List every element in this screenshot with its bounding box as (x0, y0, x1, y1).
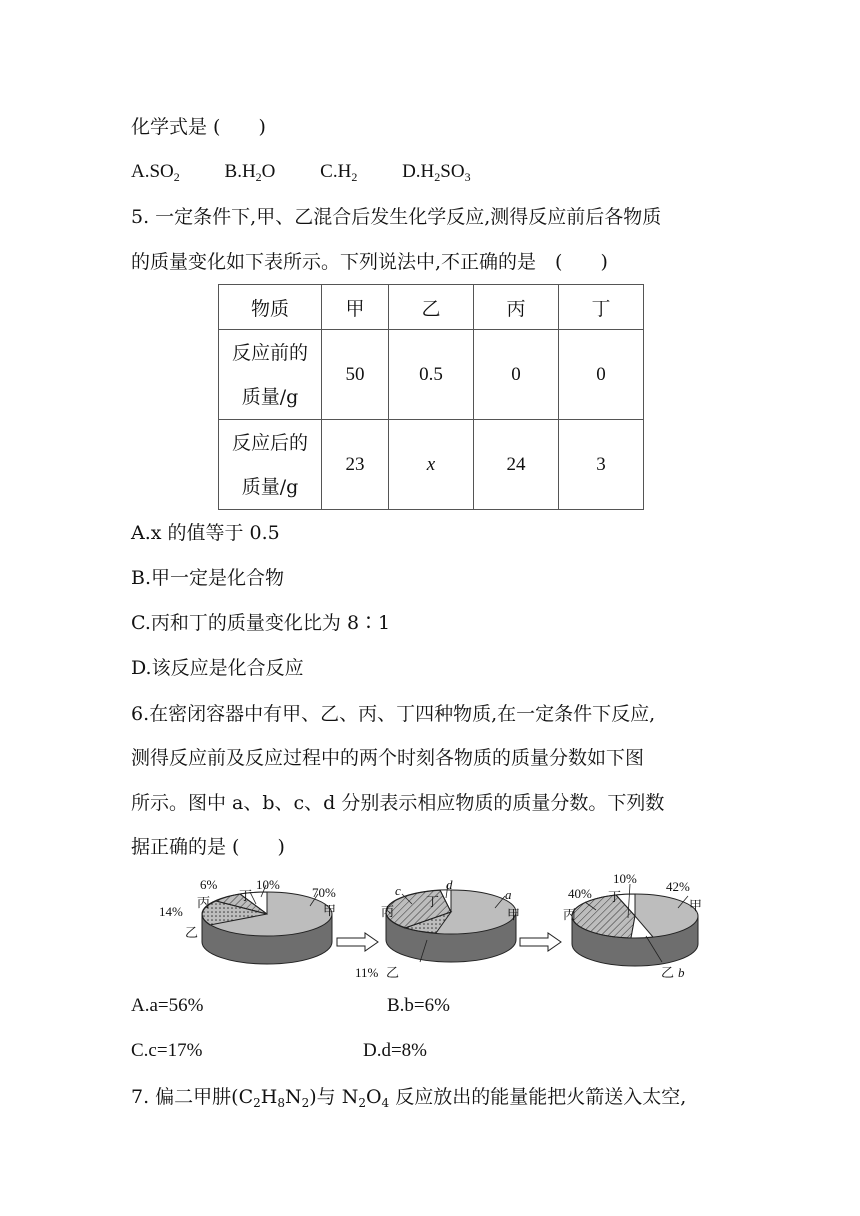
q4-option-d: $D.H_2SO_3$ (402, 161, 471, 184)
table-cell: 0 (559, 330, 644, 420)
table-cell: 0 (474, 330, 559, 420)
row-label-line2: 质量/g (241, 385, 299, 408)
q4-option-a: $A.SO_2$ (131, 161, 180, 184)
q5-stem-line2: 的质量变化如下表所示。下列说法中,不正确的是 ( ) (131, 251, 608, 273)
pie3-label-ding: 丁 (608, 889, 622, 904)
q7-text: N (284, 1086, 302, 1108)
pie-chart-initial (159, 877, 336, 964)
table-row-label (219, 420, 322, 510)
q7-sub: 8 (277, 1096, 285, 1110)
pie3-pct-jia: 42% (666, 879, 690, 894)
pie-chart-intermediate (355, 877, 520, 980)
q7-text: )与 N (309, 1086, 359, 1108)
pie3-pct-ding: 10% (613, 871, 637, 886)
q5-option-a: A.x 的值等于 0.5 (131, 522, 280, 544)
q7-text: H (260, 1086, 278, 1108)
table-header-cell: 丙 (474, 285, 559, 330)
q6-stem-line2: 测得反应前及反应过程中的两个时刻各物质的质量分数如下图 (131, 747, 645, 769)
q6-pie-diagram (150, 870, 710, 990)
pie2-pct-yi: 11% (355, 965, 379, 980)
pie2-label-ding: 丁 (426, 894, 440, 909)
table-header-row (219, 285, 644, 330)
q7-text: 反应放出的能量能把火箭送入太空, (389, 1086, 687, 1108)
pie2-label-d: d (446, 877, 453, 892)
pie2-label-a: a (505, 887, 512, 902)
pie1-pct-bing: 6% (200, 877, 218, 892)
q7-sub: 2 (358, 1096, 366, 1110)
q6-stem-line4: 据正确的是 ( ) (131, 836, 285, 858)
table-row-label (219, 330, 322, 420)
pie1-label-yi: 乙 (185, 925, 199, 940)
row-label-line2: 质量/g (241, 475, 299, 498)
table-cell: x (389, 420, 474, 510)
table-cell: 3 (559, 420, 644, 510)
pie2-label-jia: 甲 (507, 907, 521, 922)
row-label-line1: 反应后的 (231, 431, 308, 454)
pie2-label-c: c (395, 883, 401, 898)
pie1-label-bing: 丙 (197, 895, 211, 910)
arrow-icon (520, 933, 561, 951)
q7-text: O (365, 1086, 382, 1108)
q4-option-c: $C.H_2$ (320, 161, 358, 184)
pie3-label-jia: 甲 (689, 898, 703, 913)
arrow-icon (337, 933, 378, 951)
q4-option-b: $B.H_2O$ (224, 161, 276, 184)
table-row (219, 330, 644, 420)
q7-sub: 4 (381, 1096, 390, 1110)
q6-option-b: B.b=6% (387, 995, 450, 1016)
table-cell: 50 (322, 330, 389, 420)
pie-chart-final (563, 871, 702, 980)
pie1-label-ding: 丁 (239, 888, 253, 903)
q7-stem-line1 (131, 1083, 686, 1111)
q6-option-a: A.a=56% (131, 995, 204, 1016)
table-cell: 24 (474, 420, 559, 510)
pie1-pct-ding: 10% (256, 877, 280, 892)
table-cell: 23 (322, 420, 389, 510)
q6-option-c: C.c=17% (131, 1040, 203, 1061)
q6-stem-line3: 所示。图中 a、b、c、d 分别表示相应物质的质量分数。下列数 (131, 792, 665, 814)
pie1-pct-jia: 70% (312, 885, 336, 900)
row-label-line1: 反应前的 (231, 341, 308, 364)
q6-option-d: D.d=8% (363, 1040, 428, 1061)
table-row (219, 420, 644, 510)
pie2-label-bing: 丙 (381, 904, 395, 919)
q5-option-d: D.该反应是化合反应 (131, 657, 304, 679)
q4-stem-tail: 化学式是 ( ) (131, 116, 266, 138)
pie3-label-bing: 丙 (563, 907, 577, 922)
table-header-cell: 物质 (219, 285, 322, 330)
q6-stem-line1: 6.在密闭容器中有甲、乙、丙、丁四种物质,在一定条件下反应, (131, 703, 656, 725)
q7-text: 7. 偏二甲肼(C (131, 1086, 254, 1108)
table-header-cell: 甲 (322, 285, 389, 330)
q5-mass-table (218, 284, 644, 510)
pie3-pct-bing: 40% (568, 886, 592, 901)
q4-options (131, 158, 471, 186)
table-header-cell: 乙 (389, 285, 474, 330)
table-header-cell: 丁 (559, 285, 644, 330)
q5-option-c: C.丙和丁的质量变化比为 8∶1 (131, 612, 391, 634)
pie3-label-yi: 乙 (661, 965, 675, 980)
table-cell: 0.5 (389, 330, 474, 420)
pie1-pct-yi: 14% (159, 904, 183, 919)
q7-sub: 2 (253, 1096, 261, 1110)
pie1-label-jia: 甲 (323, 903, 337, 918)
q5-stem-line1: 5. 一定条件下,甲、乙混合后发生化学反应,测得反应前后各物质 (131, 206, 662, 228)
pie3-label-b: b (678, 965, 685, 980)
pie2-label-yi: 乙 (386, 965, 400, 980)
q7-sub: 2 (301, 1096, 310, 1110)
q5-option-b: B.甲一定是化合物 (131, 567, 285, 589)
